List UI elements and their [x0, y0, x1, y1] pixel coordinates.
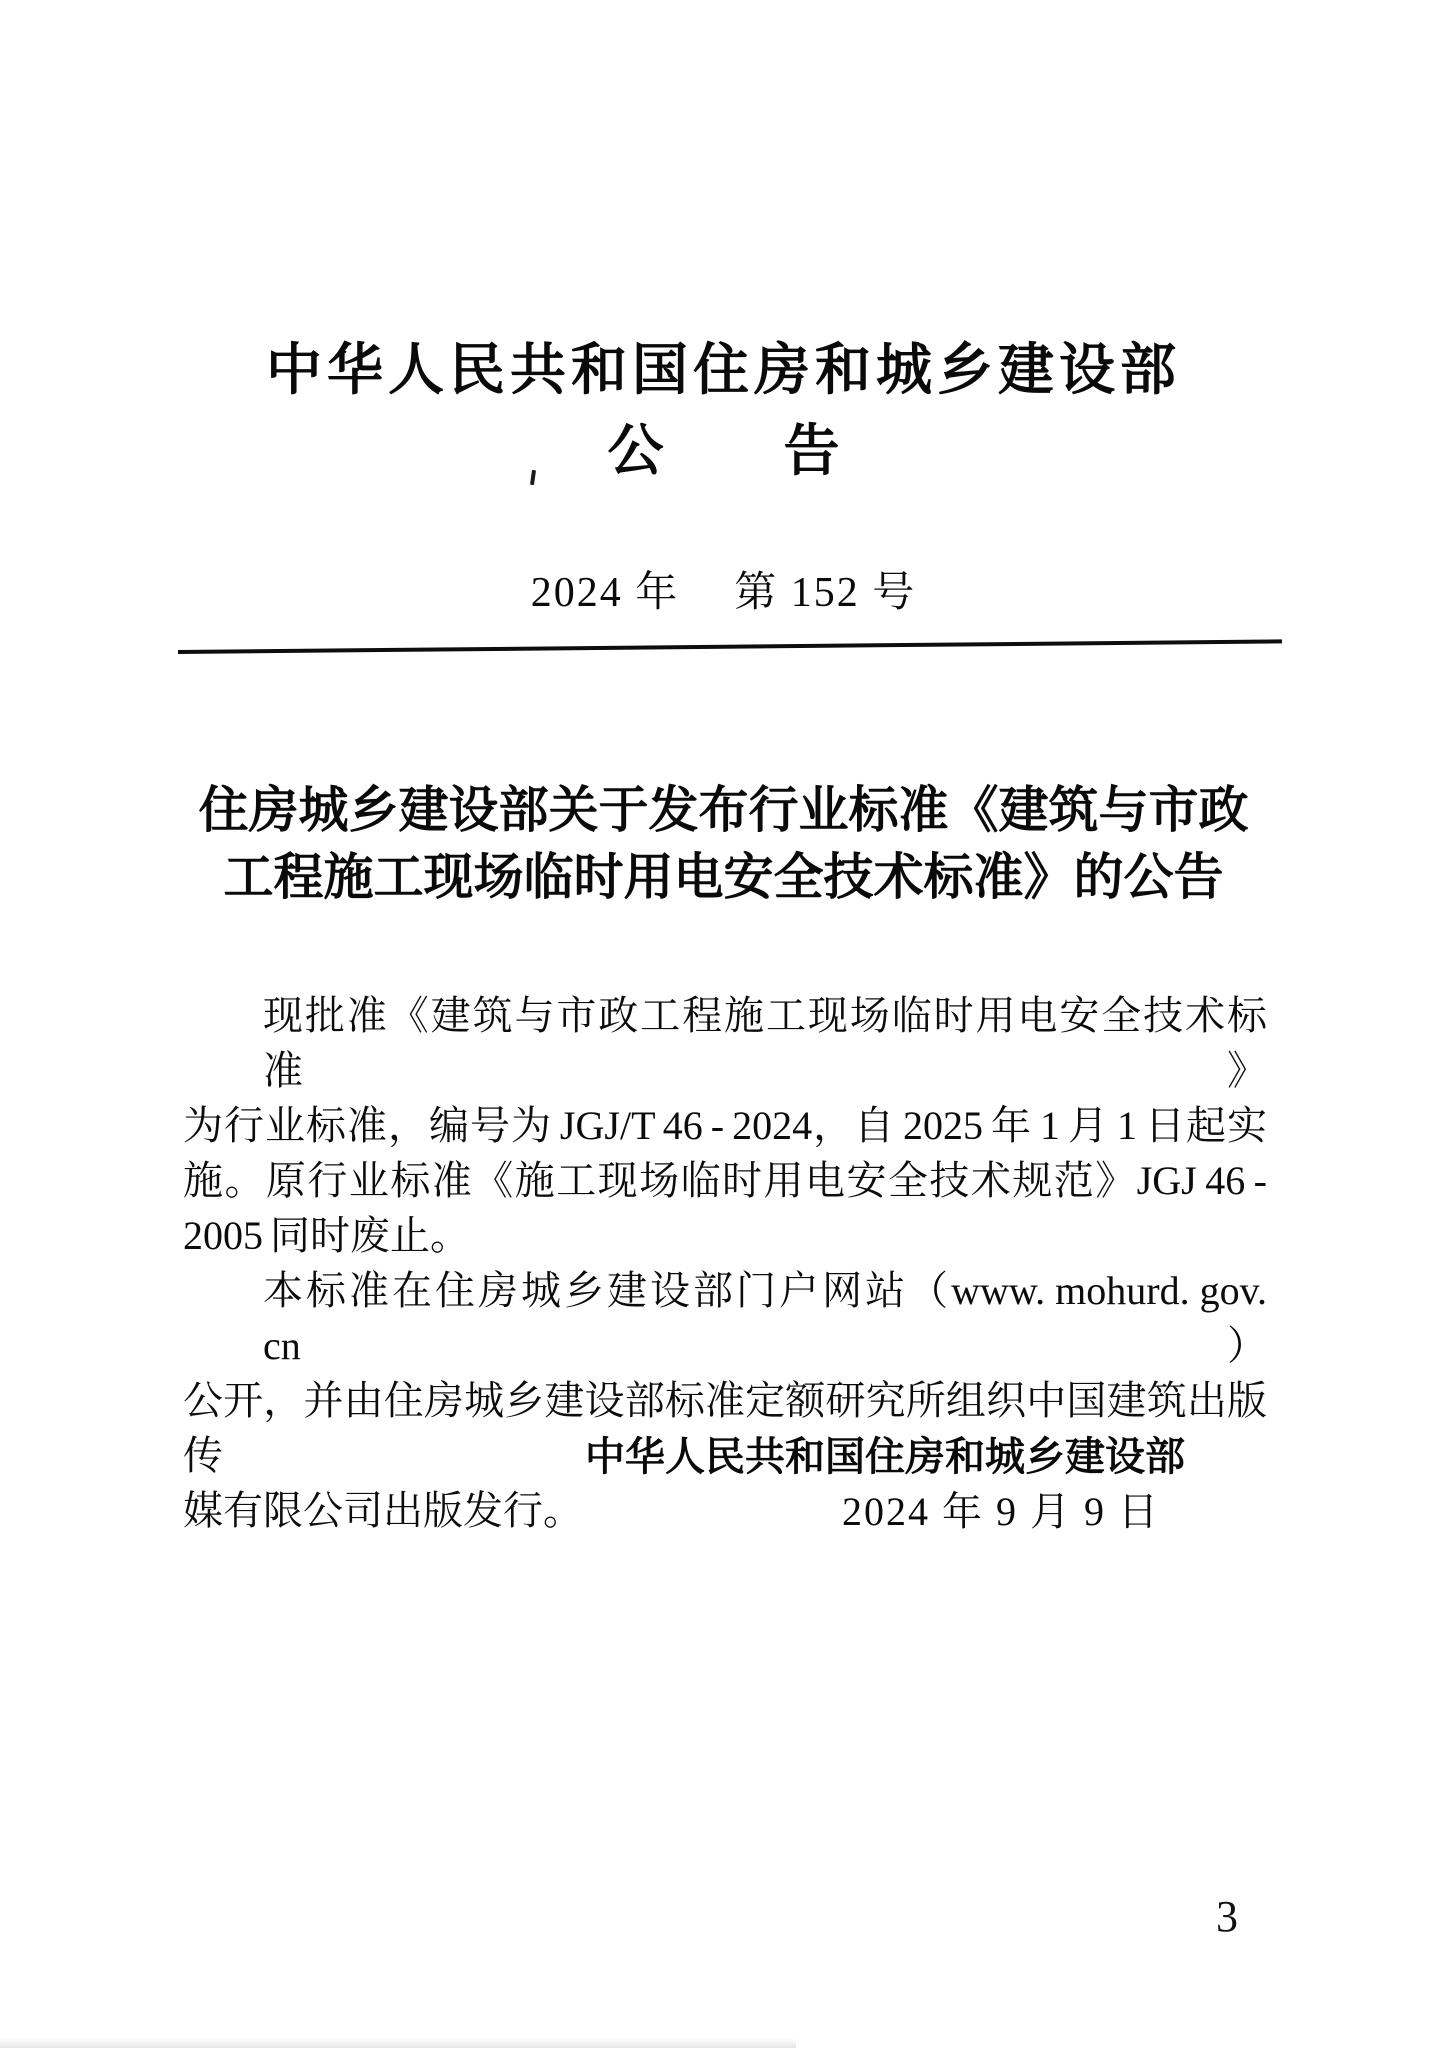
body-line: 为行业标准，编号为 JGJ/T 46 - 2024，自 2025 年 1 月 1 日起实	[183, 1103, 1267, 1148]
signature-organization: 中华人民共和国住房和城乡建设部	[585, 1435, 1185, 1479]
divider-rule	[178, 639, 1282, 654]
body-line: 本标准在住房城乡建设部门户网站（www. mohurd. gov. cn）	[263, 1268, 1267, 1368]
paragraph-1	[183, 988, 1267, 1263]
announcement-heading: 公告	[607, 419, 960, 482]
document-number-year: 2024 年	[530, 570, 680, 616]
document-number-issue: 第 152 号	[734, 570, 917, 616]
body-line: 公开，并由住房城乡建设部标准定额研究所组织中国建筑出版传	[183, 1378, 1267, 1478]
body-line: 现批准《建筑与市政工程施工现场临时用电安全技术标准》	[263, 993, 1267, 1093]
ministry-masthead-title: 中华人民共和国住房和城乡建设部	[266, 338, 1181, 401]
notice-title-line2: 工程施工现场临时用电安全技术标准》的公告	[223, 849, 1224, 905]
signature-date: 2024 年 9 月 9 日	[842, 1489, 1160, 1534]
page-number: 3	[1216, 1892, 1238, 1941]
notice-title	[0, 777, 1447, 911]
notice-title-line1: 住房城乡建设部关于发布行业标准《建筑与市政	[198, 782, 1249, 838]
body-line: 媒有限公司出版发行。	[183, 1488, 583, 1533]
document-number	[0, 568, 1447, 618]
scan-shadow-artifact	[0, 2038, 796, 2048]
body-line: 2005 同时废止。	[183, 1213, 470, 1258]
body-line: 施。原行业标准《施工现场临时用电安全技术规范》JGJ 46 -	[183, 1158, 1267, 1203]
